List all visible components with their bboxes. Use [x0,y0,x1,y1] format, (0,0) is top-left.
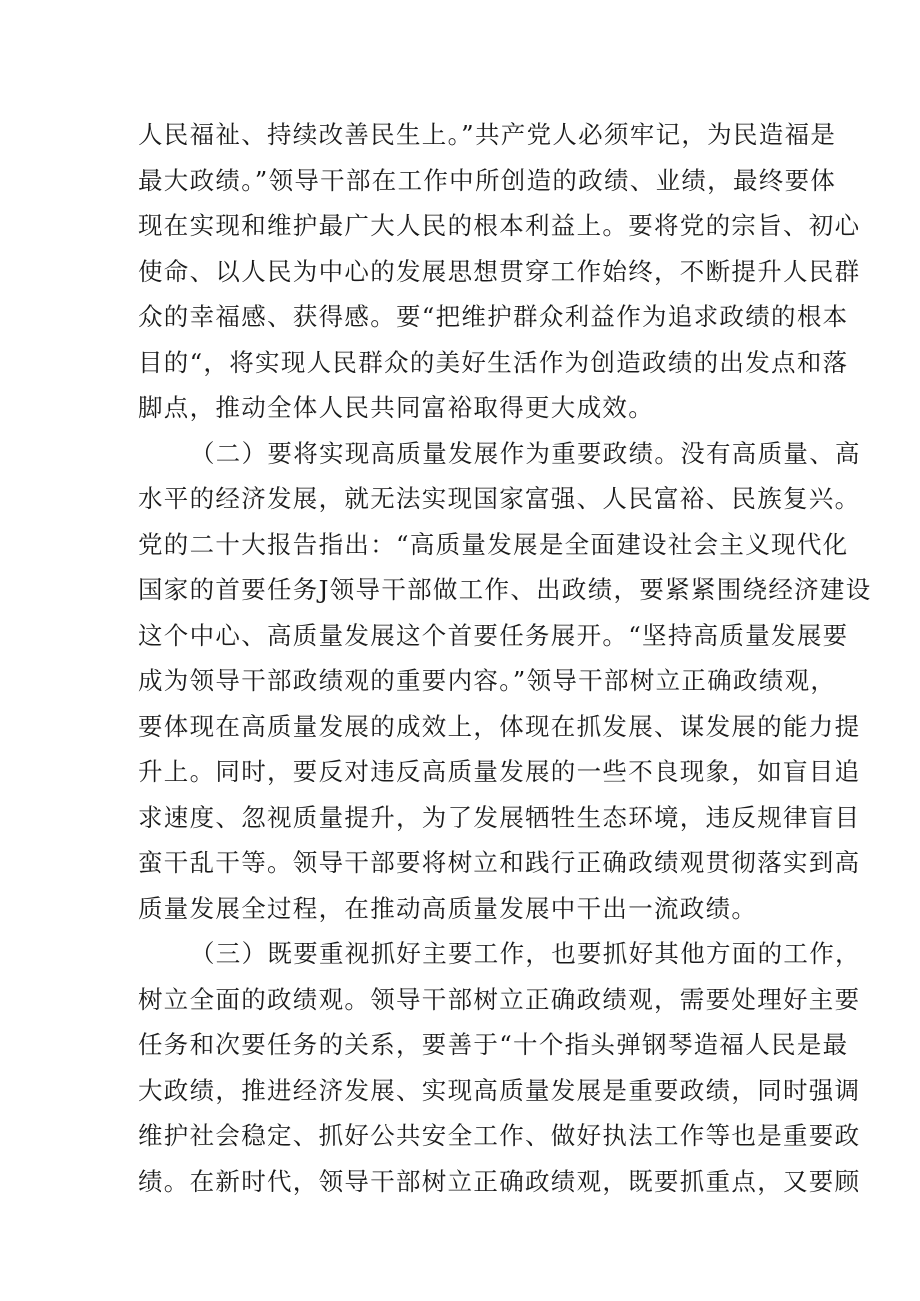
text-line: 升上。同时，要反对违反高质量发展的一些不良现象，如盲目追 [138,757,861,786]
text-line: 脚点，推动全体人民共同富裕取得更大成效。 [138,393,654,422]
text-line: 大政绩，推进经济发展、实现高质量发展是重要政绩，同时强调 [138,1075,861,1105]
text-line: 成为领导干部政绩观的重要内容。”领导干部树立正确政绩观， [138,666,837,695]
text-line: 目的“，将实现人民群众的美好生活作为创造政绩的出发点和落 [138,347,849,377]
text-line: 党的二十大报告指出：“高质量发展是全面建设社会主义现代化 [138,529,849,559]
text-line: （三）既要重视抓好主要工作，也要抓好其他方面的工作， [190,939,861,968]
text-line: 任务和次要任务的关系，要善于“十个指头弹钢琴造福人民是最 [138,1030,849,1059]
text-line: 众的幸福感、获得感。要“把维护群众利益作为追求政绩的根本 [138,302,849,331]
text-line: 水平的经济发展，就无法实现国家富强、人民富裕、民族复兴。 [138,484,861,513]
paragraph-3 [138,931,861,1204]
text-line: 最大政绩。”领导干部在工作中所创造的政绩、业绩，最终要体 [138,165,837,195]
paragraph-1 [138,112,861,431]
text-line: 要体现在高质量发展的成效上，体现在抓发展、谋发展的能力提 [138,711,861,741]
text-line: 使命、以人民为中心的发展思想贯穿工作始终，不断提升人民群 [138,256,861,286]
text-line: 维护社会稳定、抓好公共安全工作、做好执法工作等也是重要政 [138,1121,861,1150]
paragraph-2 [138,431,872,932]
text-line: 绩。在新时代，领导干部树立正确政绩观，既要抓重点，又要顾 [138,1166,861,1196]
text-line: 质量发展全过程，在推动高质量发展中干出一流政绩。 [138,893,758,923]
text-line: 树立全面的政绩观。领导干部树立正确政绩观，需要处理好主要 [138,984,861,1014]
text-line: 现在实现和维护最广大人民的根本利益上。要将党的宗旨、初心 [138,211,861,240]
text-line: 蛮干乱干等。领导干部要将树立和践行正确政绩观贯彻落实到高 [138,848,861,877]
text-line: 国家的首要任务J领导干部做工作、出政绩，要紧紧围绕经济建设 [138,575,872,604]
body-text [138,112,872,1204]
text-line: 求速度、忽视质量提升，为了发展牺牲生态环境，违反规律盲目 [138,802,861,832]
text-line: 这个中心、高质量发展这个首要任务展开。“坚持高质量发展要 [138,620,849,650]
text-line: （二）要将实现高质量发展作为重要政绩。没有高质量、高 [190,438,861,468]
text-line: 人民福祉、持续改善民生上。”共产党人必须牢记，为民造福是 [138,120,837,149]
